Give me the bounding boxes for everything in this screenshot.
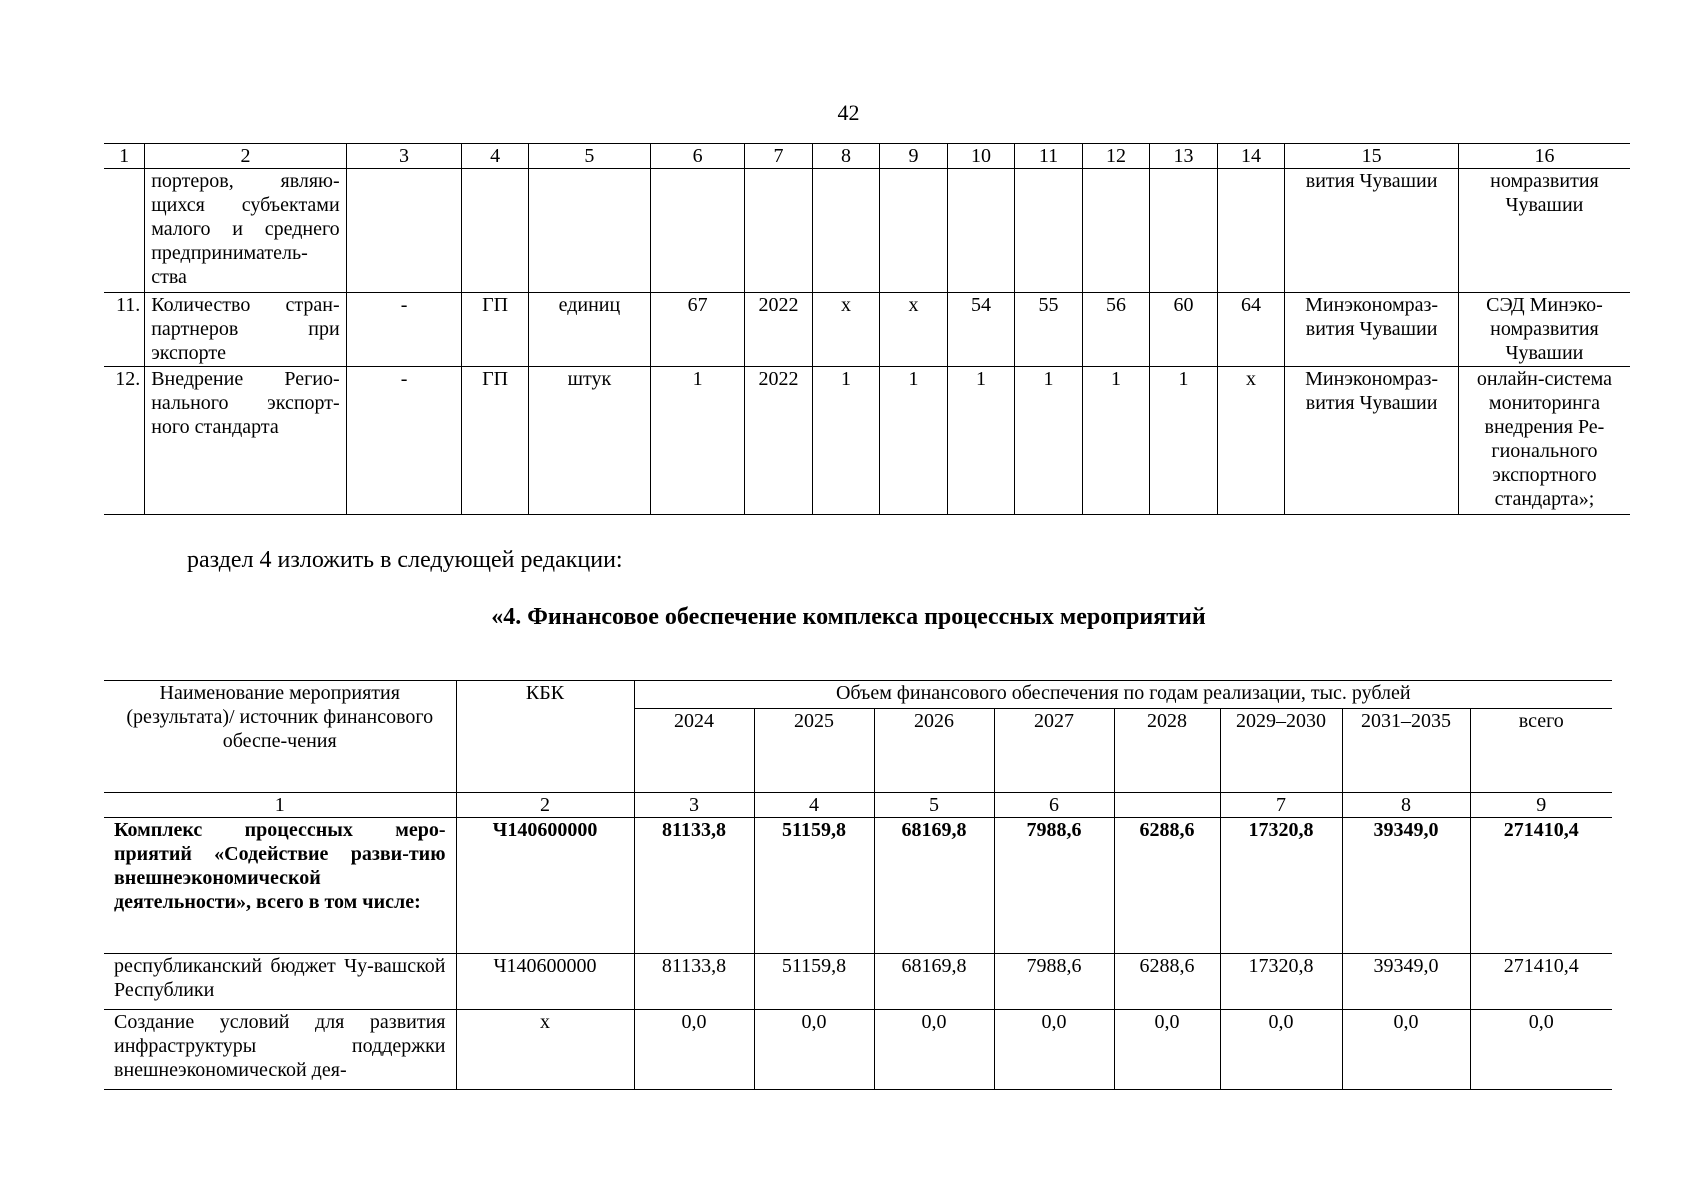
cell [1217, 169, 1285, 293]
table-row [104, 954, 1612, 1010]
column-number: 11 [1015, 144, 1083, 169]
header-year: 2024 [634, 709, 754, 793]
paragraph-text: раздел 4 изложить в следующей редакции: [187, 547, 623, 573]
cell-activity-name: республиканский бюджет Чу-вашской Республики [104, 954, 456, 1010]
cell: х [812, 293, 880, 367]
cell: ГП [462, 367, 528, 515]
column-number: 2 [145, 144, 346, 169]
cell-value: 271410,4 [1470, 818, 1612, 954]
column-number: 7 [745, 144, 813, 169]
cell: 1 [1015, 367, 1083, 515]
cell [745, 169, 813, 293]
column-number-row [104, 144, 1630, 169]
column-number: 6 [651, 144, 745, 169]
cell-value: 7988,6 [994, 954, 1114, 1010]
cell: 55 [1015, 293, 1083, 367]
column-number: 13 [1150, 144, 1218, 169]
cell-value: 81133,8 [634, 954, 754, 1010]
cell [462, 169, 528, 293]
cell: 67 [651, 293, 745, 367]
cell: 2022 [745, 293, 813, 367]
table-row [104, 293, 1630, 367]
column-number: 2 [456, 793, 634, 818]
cell-activity-name: Создание условий для развития инфраструктуры поддержки внешнеэкономической дея- [104, 1010, 456, 1090]
cell-value: 6288,6 [1114, 818, 1220, 954]
cell: 1 [880, 367, 948, 515]
cell-value: 0,0 [1342, 1010, 1470, 1090]
cell-responsible: Минэкономраз-вития Чувашии [1285, 293, 1459, 367]
header-row [104, 681, 1612, 709]
cell-value: 0,0 [994, 1010, 1114, 1090]
table-row-total [104, 818, 1612, 954]
cell-value: 271410,4 [1470, 954, 1612, 1010]
header-year: 2027 [994, 709, 1114, 793]
column-number: 3 [346, 144, 462, 169]
cell: 56 [1082, 293, 1150, 367]
cell [651, 169, 745, 293]
cell-idx: 12. [104, 367, 145, 515]
column-number: 4 [754, 793, 874, 818]
column-number: 6 [994, 793, 1114, 818]
cell-source: номразвития Чувашии [1458, 169, 1630, 293]
column-number: 10 [947, 144, 1015, 169]
column-number: 16 [1458, 144, 1630, 169]
cell-indicator-name: портеров, являю-щихся субъектами малого и среднего предприниматель-ства [145, 169, 346, 293]
column-number: 1 [104, 144, 145, 169]
cell [528, 169, 650, 293]
cell-value: 0,0 [1470, 1010, 1612, 1090]
table-row-continued [104, 169, 1630, 293]
header-name: Наименование мероприятия (результата)/ источник финансового обеспе-чения [104, 681, 456, 793]
cell-activity-name: Комплекс процессных меро-приятий «Содействие разви-тию внешнеэкономической деятельности», всего в том числе: [104, 818, 456, 954]
cell [1150, 169, 1218, 293]
column-number: 9 [880, 144, 948, 169]
cell-value: 68169,8 [874, 818, 994, 954]
cell-value: 51159,8 [754, 954, 874, 1010]
column-number: 7 [1220, 793, 1342, 818]
financing-table [104, 680, 1612, 1090]
column-number [1114, 793, 1220, 818]
cell-value: 68169,8 [874, 954, 994, 1010]
column-number: 1 [104, 793, 456, 818]
cell: 54 [947, 293, 1015, 367]
cell-value: 39349,0 [1342, 818, 1470, 954]
header-year: 2029–2030 [1220, 709, 1342, 793]
cell [880, 169, 948, 293]
cell: х [1217, 367, 1285, 515]
header-year: 2031–2035 [1342, 709, 1470, 793]
cell [346, 169, 462, 293]
table-row [104, 367, 1630, 515]
column-number: 5 [528, 144, 650, 169]
cell-idx: 11. [104, 293, 145, 367]
cell: 64 [1217, 293, 1285, 367]
cell: - [346, 293, 462, 367]
column-number: 4 [462, 144, 528, 169]
table-row [104, 1010, 1612, 1090]
cell-source: СЭД Минэко-номразвития Чувашии [1458, 293, 1630, 367]
cell-kbk: Ч140600000 [456, 954, 634, 1010]
cell-indicator-name: Внедрение Регио-нального экспорт-ного стандарта [145, 367, 346, 515]
cell-value: 7988,6 [994, 818, 1114, 954]
cell-kbk: х [456, 1010, 634, 1090]
cell: ГП [462, 293, 528, 367]
cell-indicator-name: Количество стран-партнеров при экспорте [145, 293, 346, 367]
header-year: 2025 [754, 709, 874, 793]
column-number: 12 [1082, 144, 1150, 169]
cell [1082, 169, 1150, 293]
column-number: 3 [634, 793, 754, 818]
cell: 1 [1150, 367, 1218, 515]
header-year: 2026 [874, 709, 994, 793]
cell-value: 81133,8 [634, 818, 754, 954]
cell [947, 169, 1015, 293]
cell: 1 [947, 367, 1015, 515]
column-number: 14 [1217, 144, 1285, 169]
cell-value: 17320,8 [1220, 954, 1342, 1010]
cell-value: 39349,0 [1342, 954, 1470, 1010]
page-number: 42 [837, 100, 860, 125]
cell: - [346, 367, 462, 515]
cell-kbk: Ч140600000 [456, 818, 634, 954]
column-number-row [104, 793, 1612, 818]
cell: х [880, 293, 948, 367]
section-heading: «4. Финансовое обеспечение комплекса процессных мероприятий [491, 604, 1206, 630]
cell-value: 51159,8 [754, 818, 874, 954]
cell-value: 6288,6 [1114, 954, 1220, 1010]
header-year: всего [1470, 709, 1612, 793]
cell-value: 0,0 [754, 1010, 874, 1090]
cell: единиц [528, 293, 650, 367]
cell: 60 [1150, 293, 1218, 367]
header-year: 2028 [1114, 709, 1220, 793]
cell-idx [104, 169, 145, 293]
cell: 2022 [745, 367, 813, 515]
header-volume: Объем финансового обеспечения по годам реализации, тыс. рублей [634, 681, 1612, 709]
header-kbk: КБК [456, 681, 634, 793]
cell-responsible: Минэкономраз-вития Чувашии [1285, 367, 1459, 515]
cell: 1 [651, 367, 745, 515]
column-number: 5 [874, 793, 994, 818]
cell-responsible: вития Чувашии [1285, 169, 1459, 293]
cell-value: 0,0 [1114, 1010, 1220, 1090]
cell: 1 [1082, 367, 1150, 515]
cell [812, 169, 880, 293]
cell: штук [528, 367, 650, 515]
cell-source: онлайн-система мониторинга внедрения Ре-гионального экспортного стандарта»; [1458, 367, 1630, 515]
cell-value: 17320,8 [1220, 818, 1342, 954]
indicators-table [104, 143, 1630, 515]
column-number: 9 [1470, 793, 1612, 818]
column-number: 15 [1285, 144, 1459, 169]
cell [1015, 169, 1083, 293]
cell-value: 0,0 [1220, 1010, 1342, 1090]
cell-value: 0,0 [634, 1010, 754, 1090]
column-number: 8 [812, 144, 880, 169]
cell: 1 [812, 367, 880, 515]
column-number: 8 [1342, 793, 1470, 818]
cell-value: 0,0 [874, 1010, 994, 1090]
